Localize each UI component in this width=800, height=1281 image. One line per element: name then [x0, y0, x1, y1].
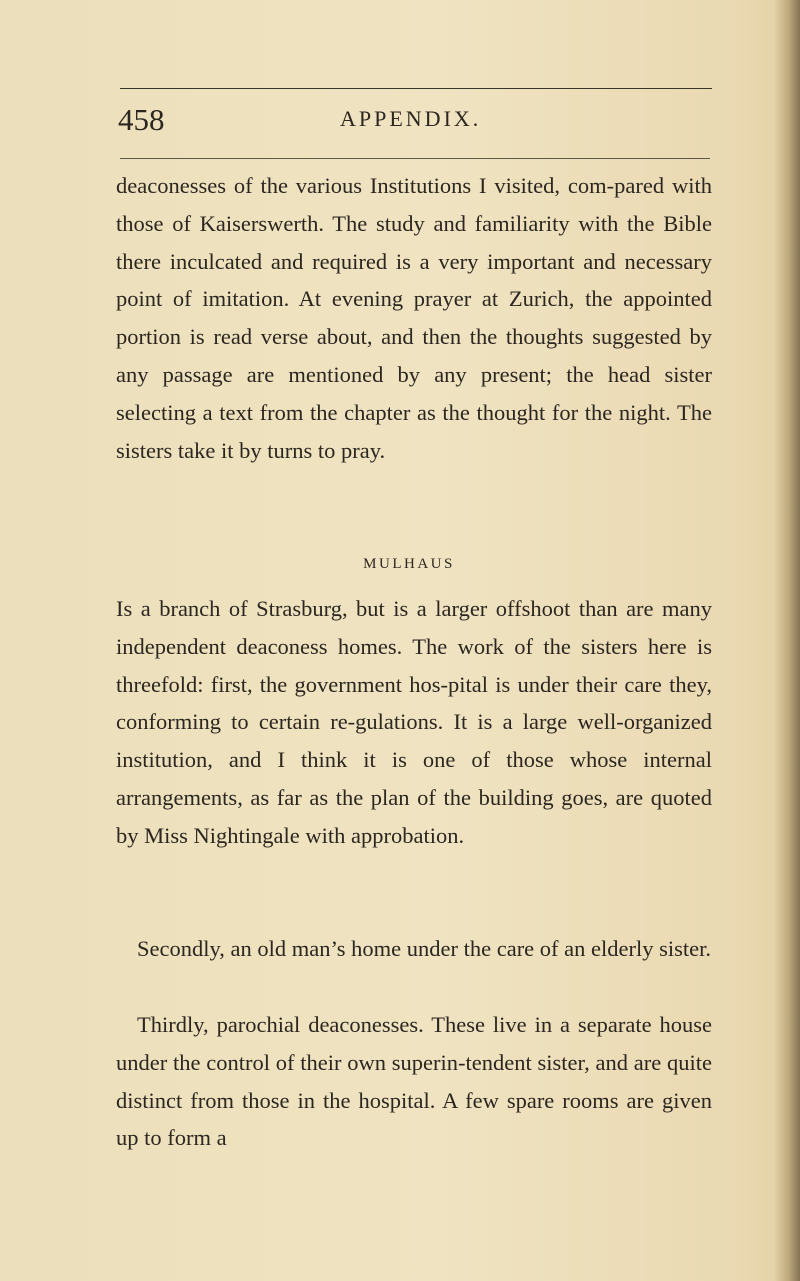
running-head: APPENDIX. — [340, 106, 482, 131]
paragraph-mulhaus: Is a branch of Strasburg, but is a larger offshoot than are many independent deaconess homes. The work of the sisters here is threefold: first, the government hos-pital is under their care they, conforming to certain re-gulations. It is a large well-organized institution, and I think it is one of those whose internal arrangements, as far as the plan of the building goes, are quoted by Miss Nightingale with approbation. — [116, 596, 712, 848]
paragraph-secondly: Secondly, an old man’s home under the care of an elderly sister. — [137, 936, 711, 961]
paragraph-thirdly: Thirdly, parochial deaconesses. These live in a separate house under the control of their own superin-tendent sister, and are quite distinct from those in the hospital. A few spare rooms are given up to form a — [116, 1012, 712, 1151]
page-number: 458 — [118, 102, 165, 137]
header-rule-bottom — [120, 158, 710, 159]
page-edge-shadow — [774, 0, 800, 1281]
paragraph-intro: deaconesses of the various Institutions I visited, com-pared with those of Kaiserswerth. The study and familiarity with the Bible there inculcated and required is a very important and necessary point of imitation. At evening prayer at Zurich, the appointed portion is read verse about, and then the thoughts suggested by any passage are mentioned by any present; the head sister selecting a text from the chapter as the thought for the night. The sisters take it by turns to pray. — [116, 173, 712, 463]
header-rule-top — [120, 88, 712, 89]
section-heading: MULHAUS — [363, 556, 455, 572]
